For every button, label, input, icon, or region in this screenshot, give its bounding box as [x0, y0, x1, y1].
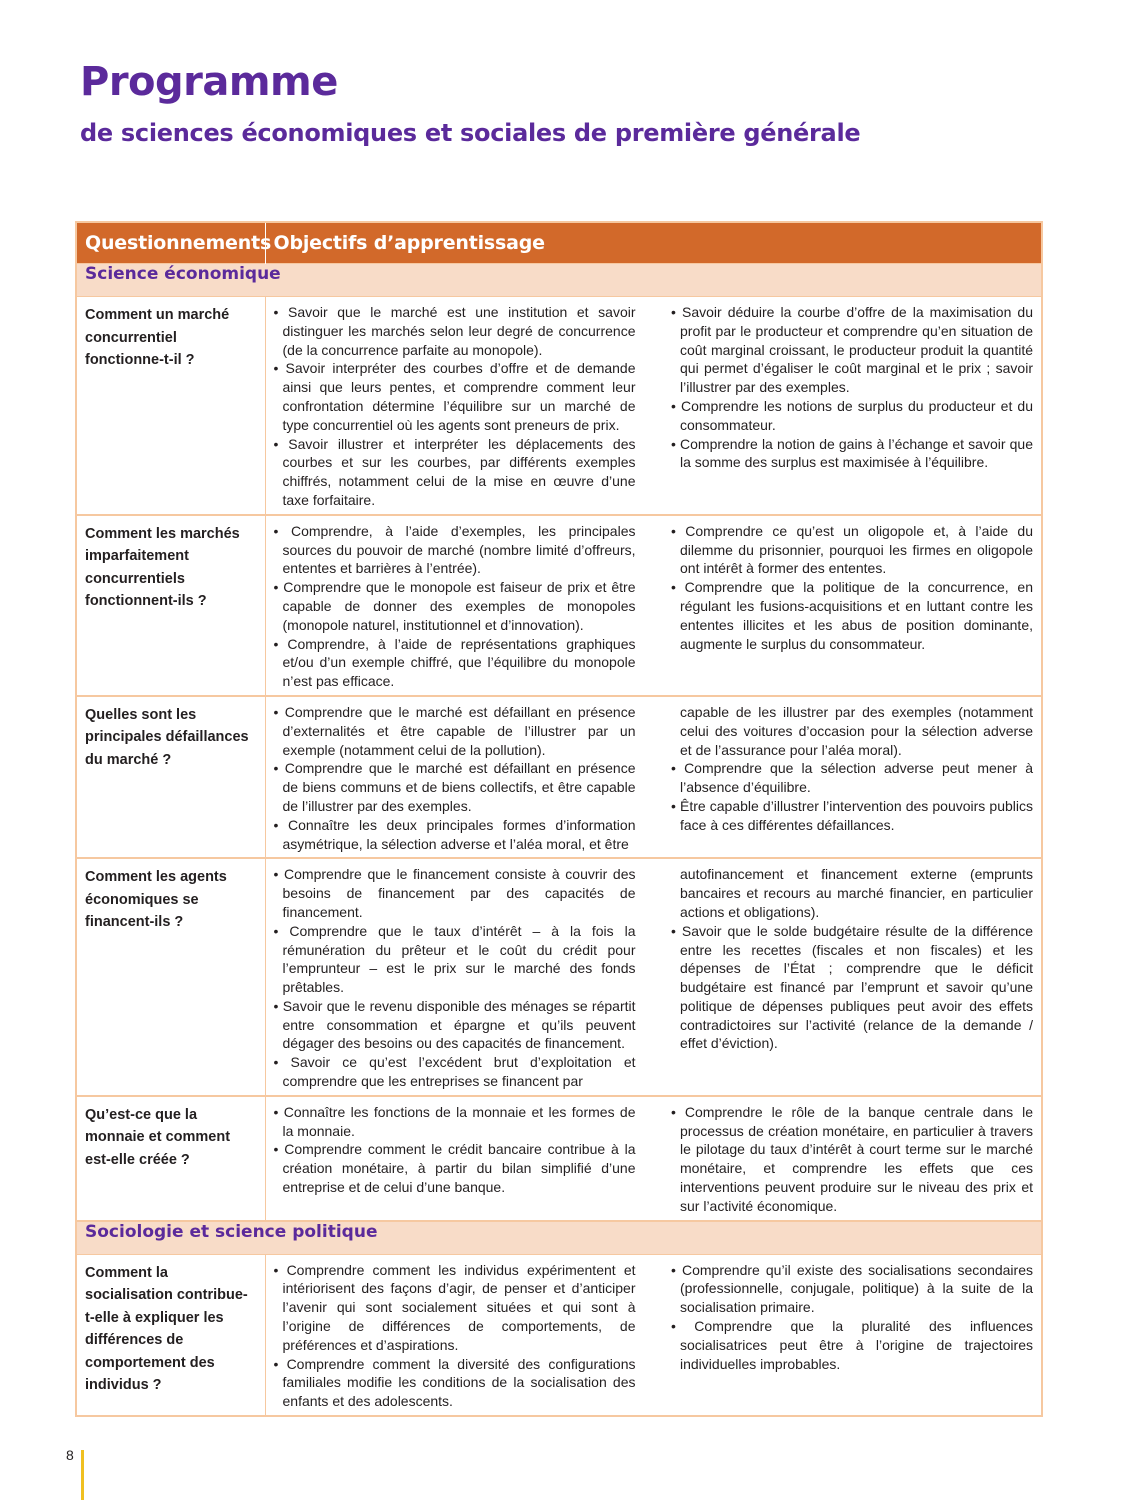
objectives-right-column [671, 1261, 1033, 1411]
objective-item: • Comprendre que le marché est défaillant en présence d’externalités et être capable de l’illustrer par un exemple (notamment celui de la pollution). [274, 703, 636, 759]
objective-item: • Comprendre que le monopole est faiseur de prix et être capable de donner des exemples de monopoles (monopole naturel, institutionnel et d’innovation). [274, 578, 636, 634]
objectives-cell [265, 1254, 1042, 1416]
objectives-cell [265, 1096, 1042, 1221]
objectives-left-column [274, 303, 636, 510]
objective-item: • Comprendre que le financement consiste à couvrir des besoins de financement par des capacités de financement. [274, 865, 636, 921]
objectives-columns [274, 703, 1034, 853]
objective-item: • Comprendre, à l’aide de représentations graphiques et/ou d’un exemple chiffré, que l’équilibre du monopole n’est pas efficace. [274, 635, 636, 691]
section-title: Science économique [76, 264, 1042, 297]
objective-item: • Savoir interpréter des courbes d’offre et de demande ainsi que leurs pentes, et comprendre comment leur confrontation détermine l’équilibre sur un marché de type concurrentiel où les agents sont preneurs de prix. [274, 359, 636, 434]
objective-item: • Comprendre le rôle de la banque centrale dans le processus de création monétaire, en particulier à travers le pilotage du taux d’intérêt à court terme sur le marché monétaire, et comprendre les effets que ces interventions peuvent produire sur le niveau des prix et sur l’activité économique. [671, 1103, 1033, 1216]
objective-item: • Comprendre que la politique de la concurrence, en régulant les fusions-acquisitions et en luttant contre les ententes illicites et les abus de position dominante, augmente le surplus du consommateur. [671, 578, 1033, 653]
question-cell: Qu’est-ce que la monnaie et comment est-elle créée ? [76, 1096, 265, 1221]
table-row [76, 696, 1042, 858]
page-title: Programme [80, 59, 338, 105]
objective-item: • Connaître les deux principales formes d’information asymétrique, la sélection adverse et l’aléa moral, et être [274, 816, 636, 854]
question-cell: Comment les agents économiques se financent-ils ? [76, 858, 265, 1096]
objective-item: • Comprendre la notion de gains à l’échange et savoir que la somme des surplus est maximisée à l’équilibre. [671, 435, 1033, 473]
objectives-list-left [274, 703, 636, 853]
page-subtitle: de sciences économiques et sociales de première générale [80, 119, 861, 147]
table-row [76, 515, 1042, 696]
table-row [76, 297, 1042, 515]
question-cell: Comment la socialisation contribue-t-elle à expliquer les différences de comportement des individus ? [76, 1254, 265, 1416]
objectives-right-column [671, 865, 1033, 1091]
question-cell: Comment un marché concurrentiel fonctionne-t-il ? [76, 297, 265, 515]
objective-item: • Savoir ce qu’est l’excédent brut d’exploitation et comprendre que les entreprises se financent par [274, 1053, 636, 1091]
objective-item: • Savoir que le revenu disponible des ménages se répartit entre consommation et épargne et qu’ils peuvent dégager des besoins ou des capacités de financement. [274, 997, 636, 1053]
objectives-list-left [274, 865, 636, 1091]
table-row [76, 858, 1042, 1096]
objectives-left-column [274, 1261, 636, 1411]
section-row [76, 264, 1042, 297]
question-cell: Quelles sont les principales défaillances du marché ? [76, 696, 265, 858]
objectives-left-column [274, 522, 636, 691]
page-number: 8 [66, 1447, 74, 1463]
objectives-left-column [274, 703, 636, 853]
objectives-list-right [671, 703, 1033, 835]
objective-item: • Comprendre comment les individus expérimentent et intériorisent des façons d’agir, de penser et d’anticiper l’avenir qui sont socialement situées et qui sont à l’origine de différences de comportements, de préférences et d’aspirations. [274, 1261, 636, 1355]
objective-item: • Comprendre les notions de surplus du producteur et du consommateur. [671, 397, 1033, 435]
objectives-right-column [671, 1103, 1033, 1216]
objectives-columns [274, 865, 1034, 1091]
table-row [76, 1254, 1042, 1416]
objectives-right-column [671, 703, 1033, 853]
objectives-columns [274, 303, 1034, 510]
objective-item: • Connaître les fonctions de la monnaie et les formes de la monnaie. [274, 1103, 636, 1141]
objectives-right-column [671, 303, 1033, 510]
objectives-cell [265, 297, 1042, 515]
objective-item: • Comprendre que le marché est défaillant en présence de biens communs et de biens collectifs, et être capable de l’illustrer par des exemples. [274, 759, 636, 815]
table-row [76, 1096, 1042, 1221]
objectives-columns [274, 522, 1034, 691]
objective-item: • Comprendre que la sélection adverse peut mener à l’absence d’équilibre. [671, 759, 1033, 797]
objective-continuation: autofinancement et financement externe (emprunts bancaires et recours au marché financier, en particulier actions et obligations). [680, 866, 1033, 920]
objective-item: • Comprendre que le taux d’intérêt – à la fois la rémunération du prêteur et le coût du crédit pour l’emprunteur – est le prix sur le marché des fonds prêtables. [274, 922, 636, 997]
objective-item: • Comprendre comment le crédit bancaire contribue à la création monétaire, à partir du bilan simplifié d’une entreprise et de celui d’une banque. [274, 1140, 636, 1196]
objective-item: • Être capable d’illustrer l’intervention des pouvoirs publics face à ces différentes défaillances. [671, 797, 1033, 835]
objectives-list-right [671, 303, 1033, 472]
objectives-right-column [671, 522, 1033, 691]
objectives-list-left [274, 522, 636, 691]
table-header-row [76, 222, 1042, 264]
objective-item: • Comprendre, à l’aide d’exemples, les principales sources du pouvoir de marché (nombre limité d’offreurs, ententes et barrières à l’entrée). [274, 522, 636, 578]
objectives-cell [265, 696, 1042, 858]
objective-item: • Comprendre que la pluralité des influences socialisatrices peut être à l’origine de trajectoires individuelles improbables. [671, 1317, 1033, 1373]
objectives-columns [274, 1103, 1034, 1216]
objective-item: • Comprendre qu’il existe des socialisations secondaires (professionnelle, conjugale, politique) à la suite de la socialisation primaire. [671, 1261, 1033, 1317]
objective-continuation: capable de les illustrer par des exemples (notamment celui des voitures d’occasion pour la sélection adverse et de l’assurance pour l’aléa moral). [680, 703, 1033, 758]
header-questionnements: Questionnements [76, 222, 265, 264]
objectives-list-right [671, 1261, 1033, 1374]
objectives-list-left [274, 1103, 636, 1197]
objectives-left-column [274, 1103, 636, 1216]
section-row [76, 1221, 1042, 1255]
objectives-list-left [274, 1261, 636, 1411]
objective-item: • Savoir déduire la courbe d’offre de la maximisation du profit par le producteur et comprendre qu’en situation de coût marginal croissant, le producteur produit la quantité qui permet d’égaliser le coût marginal et le prix ; savoir l’illustrer par des exemples. [671, 303, 1033, 397]
page-accent-bar [81, 1450, 84, 1500]
objective-item: • Savoir que le solde budgétaire résulte de la différence entre les recettes (fiscales et non fiscales) et les dépenses de l’État ; comprendre que le déficit budgétaire est financé par l’emprunt et savoir qu’une politique de dépenses publiques peut avoir des effets contradictoires sur l’activité (relance de la demande / effet d’éviction). [671, 922, 1033, 1054]
objectives-columns [274, 1261, 1034, 1411]
objective-item: • Savoir illustrer et interpréter les déplacements des courbes et sur les courbes, par différents exemples chiffrés, notamment celui de la mise en œuvre d’une taxe forfaitaire. [274, 435, 636, 510]
objectives-list-right [671, 865, 1033, 1053]
table-body [76, 264, 1042, 1417]
objectives-list-right [671, 522, 1033, 654]
objectives-cell [265, 515, 1042, 696]
objective-item: • Savoir que le marché est une institution et savoir distinguer les marchés selon leur degré de concurrence (de la concurrence parfaite au monopole). [274, 303, 636, 359]
objectives-list-left [274, 303, 636, 510]
objective-item: • Comprendre comment la diversité des configurations familiales modifie les conditions de la socialisation des enfants et des adolescents. [274, 1355, 636, 1411]
objective-item: • Comprendre ce qu’est un oligopole et, à l’aide du dilemme du prisonnier, pourquoi les firmes en oligopole ont intérêt à former des ententes. [671, 522, 1033, 578]
objectives-left-column [274, 865, 636, 1091]
objectives-cell [265, 858, 1042, 1096]
objectives-list-right [671, 1103, 1033, 1216]
question-cell: Comment les marchés imparfaitement concurrentiels fonctionnent-ils ? [76, 515, 265, 696]
header-objectifs: Objectifs d’apprentissage [265, 222, 1042, 264]
programme-table [75, 221, 1043, 1417]
section-title: Sociologie et science politique [76, 1221, 1042, 1255]
